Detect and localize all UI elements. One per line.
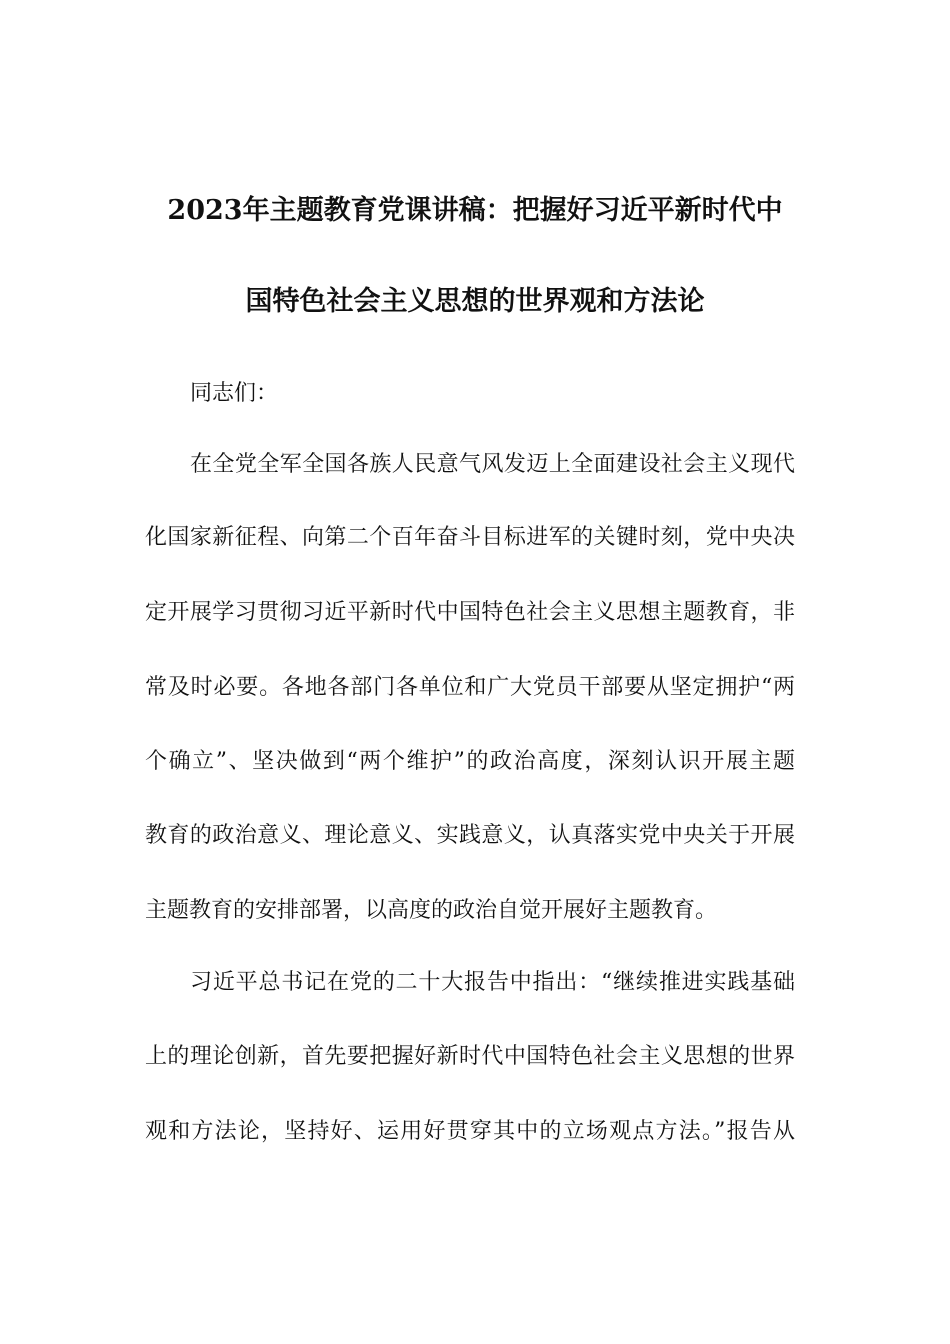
document-title-line-1: 2023年主题教育党课讲稿：把握好习近平新时代中 xyxy=(167,195,783,226)
paragraph-2-line-3: 观和方法论，坚持好、运用好贯穿其中的立场观点方法。”报告从 xyxy=(145,1119,795,1144)
paragraph-1-line-2: 化国家新征程、向第二个百年奋斗目标进军的关键时刻，党中央决 xyxy=(145,525,795,550)
paragraph-2-line-2: 上的理论创新，首先要把握好新时代中国特色社会主义思想的世界 xyxy=(145,1044,795,1069)
paragraph-1-line-5: 个确立”、坚决做到“两个维护”的政治高度，深刻认识开展主题 xyxy=(145,749,795,774)
paragraph-1-line-7: 主题教育的安排部署，以高度的政治自觉开展好主题教育。 xyxy=(145,898,718,923)
paragraph-1-line-3: 定开展学习贯彻习近平新时代中国特色社会主义思想主题教育，非 xyxy=(145,600,795,625)
paragraph-2-line-1: 习近平总书记在党的二十大报告中指出：“继续推进实践基础 xyxy=(190,970,795,995)
paragraph-1-line-6: 教育的政治意义、理论意义、实践意义，认真落实党中央关于开展 xyxy=(145,823,795,848)
paragraph-1-line-1: 在全党全军全国各族人民意气风发迈上全面建设社会主义现代 xyxy=(190,452,795,477)
salutation: 同志们： xyxy=(190,381,279,406)
paragraph-1-line-4: 常及时必要。各地各部门各单位和广大党员干部要从坚定拥护“两 xyxy=(145,675,795,700)
document-title-line-2: 国特色社会主义思想的世界观和方法论 xyxy=(245,286,705,317)
